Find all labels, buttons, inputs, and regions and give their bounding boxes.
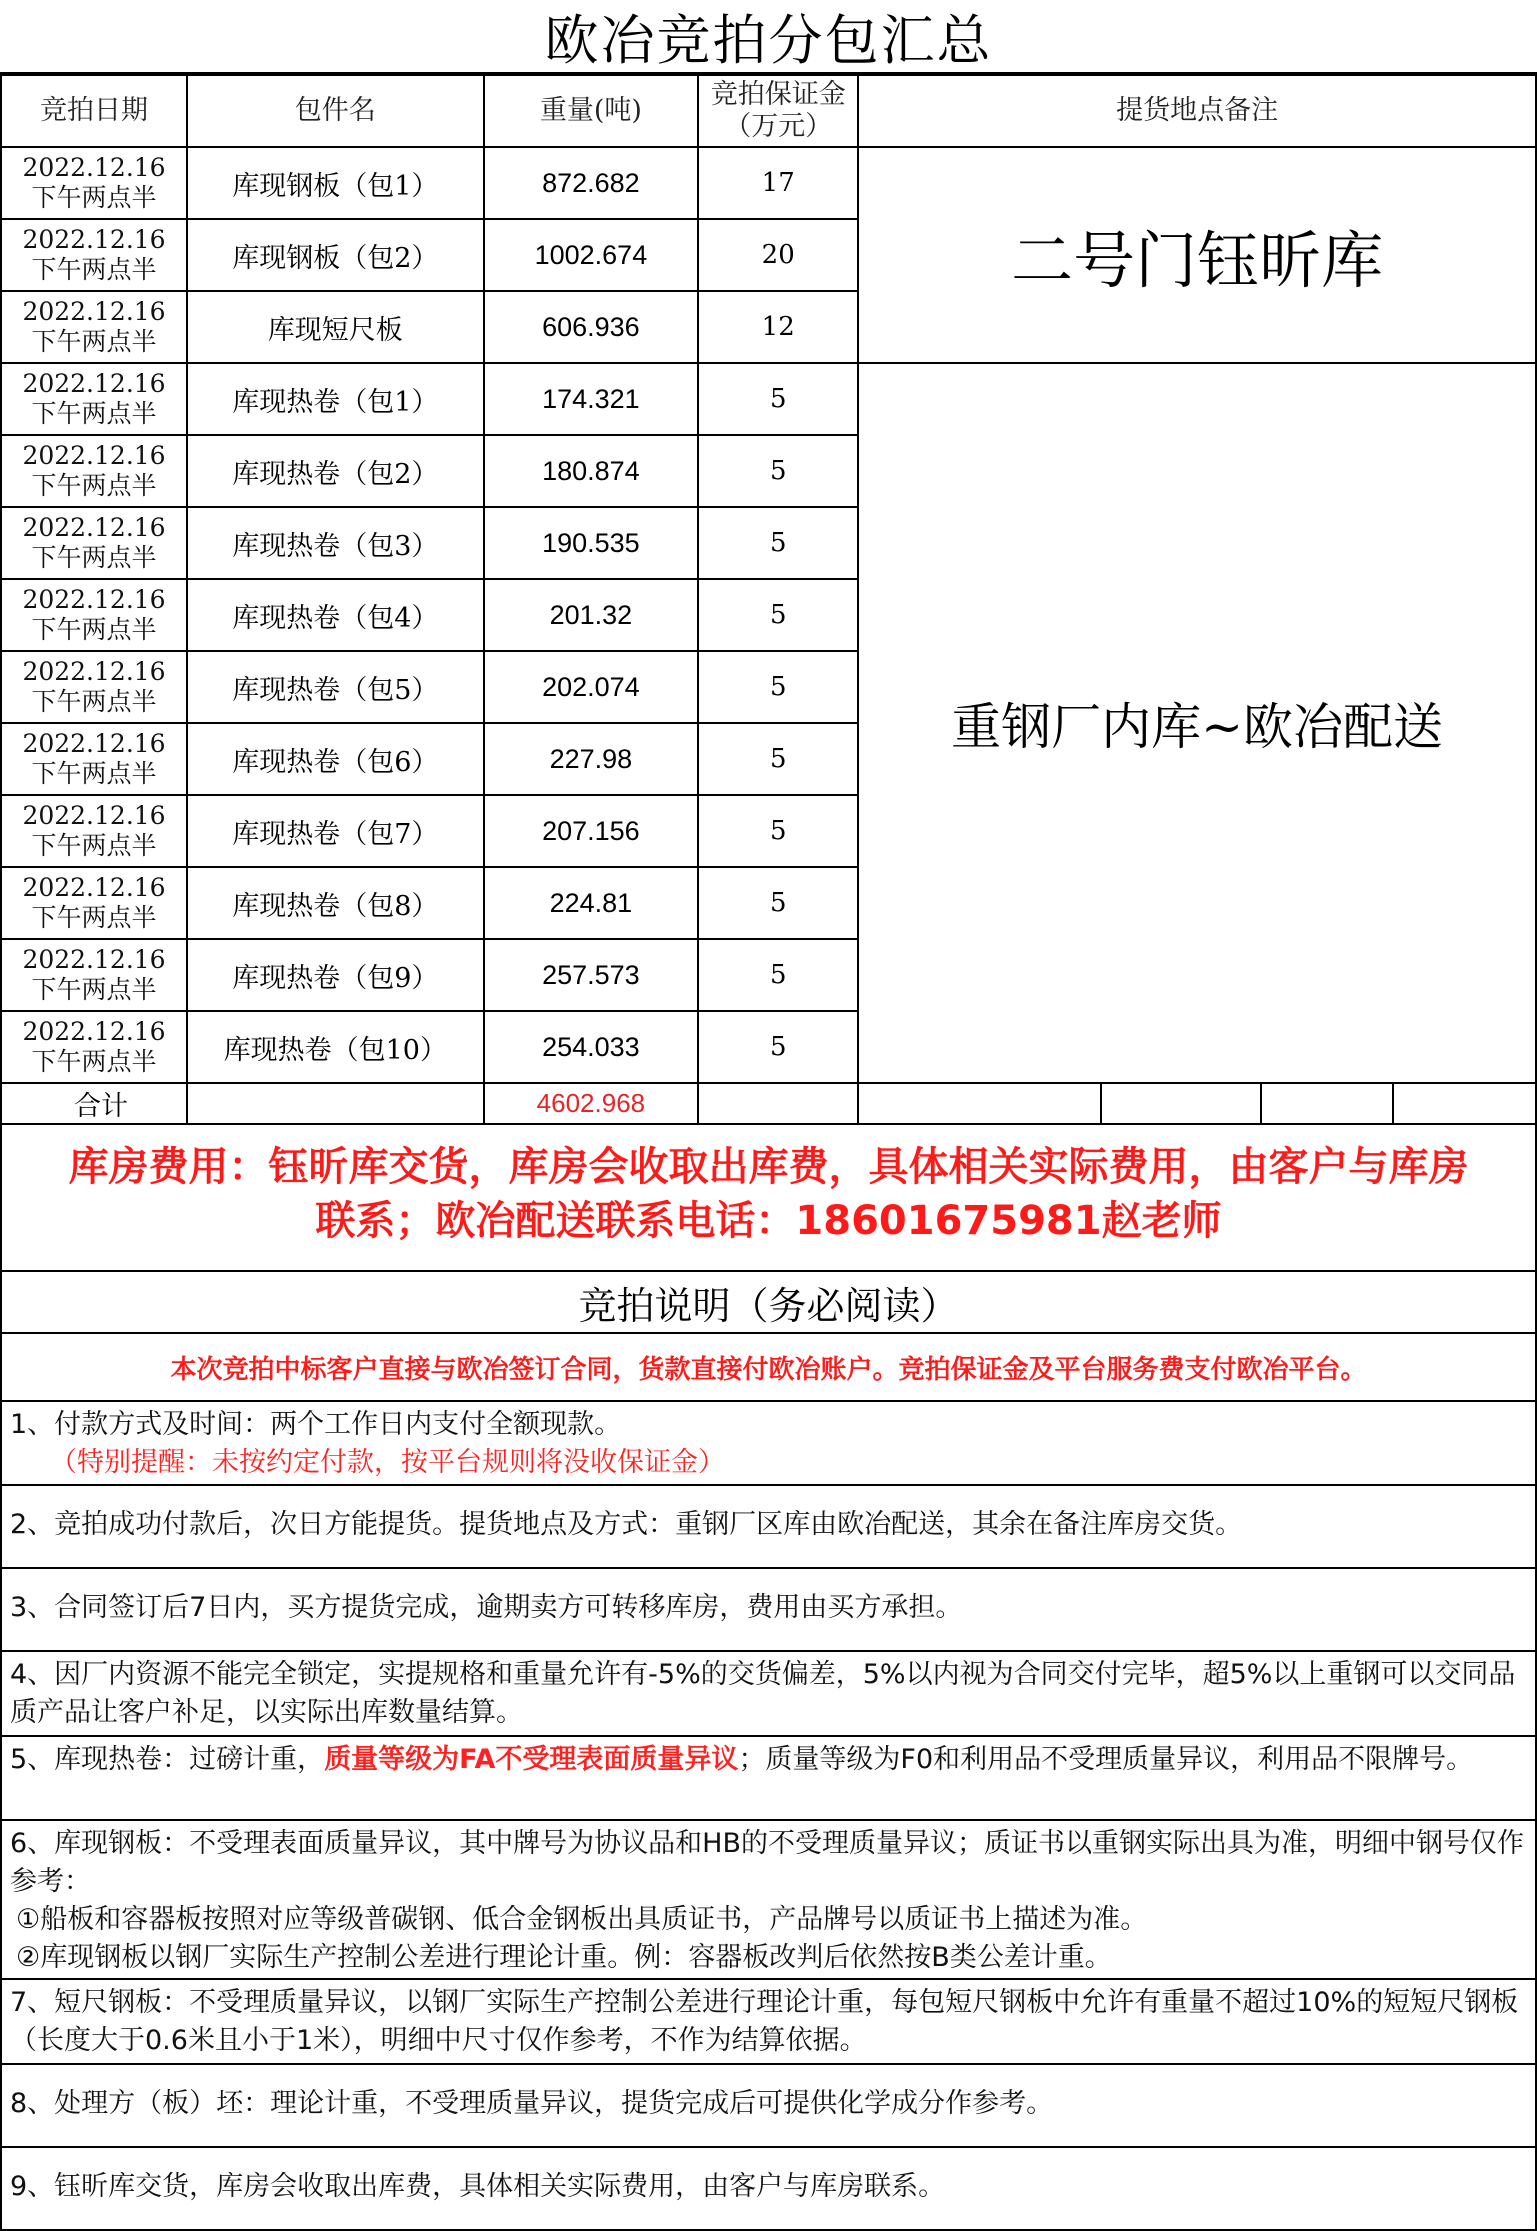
header-name: 包件名: [187, 75, 484, 147]
remark-warehouse-yuxin: 二号门钰昕库: [858, 147, 1536, 363]
row-deposit: 5: [698, 579, 858, 651]
note-2: 2、竞拍成功付款后，次日方能提货。提货地点及方式：重钢厂区库由欧冶配送，其余在备注库房交货。: [0, 1486, 1537, 1569]
row-package-name: 库现热卷（包4）: [187, 579, 484, 651]
row-date-day: 2022.12.16: [22, 225, 166, 254]
row-date-time: 下午两点半: [31, 687, 157, 716]
note-3: 3、合同签订后7日内，买方提货完成，逾期卖方可转移库房，费用由买方承担。: [0, 1569, 1537, 1652]
row-date-time: 下午两点半: [31, 903, 157, 932]
row-deposit: 17: [698, 147, 858, 219]
row-deposit: 5: [698, 723, 858, 795]
row-deposit: 5: [698, 867, 858, 939]
notes-intro: 本次竞拍中标客户直接与欧冶签订合同，货款直接付欧冶账户。竞拍保证金及平台服务费支付欧冶平台。: [0, 1334, 1537, 1402]
row-weight: 872.682: [484, 147, 699, 219]
row-deposit: 5: [698, 939, 858, 1011]
note-5-text-c: ；质量等级为F0和利用品不受理质量异议，利用品不限牌号。: [738, 1744, 1474, 1775]
row-package-name: 库现热卷（包9）: [187, 939, 484, 1011]
row-date: [1, 147, 187, 219]
row-date-time: 下午两点半: [31, 1047, 157, 1076]
row-weight: 174.321: [484, 363, 699, 435]
row-date-time: 下午两点半: [31, 471, 157, 500]
note-1-warning: （特别提醒：未按约定付款，按平台规则将没收保证金）: [50, 1447, 725, 1478]
header-date: 竞拍日期: [1, 75, 187, 147]
row-date-day: 2022.12.16: [22, 513, 166, 542]
table-row: [1, 147, 1536, 219]
note-6-text: 6、库现钢板：不受理表面质量异议，其中牌号为协议品和HB的不受理质量异议；质证书以重钢实际出具为准，明细中钢号仅作参考：: [10, 1828, 1525, 1897]
note-4: 4、因厂内资源不能完全锁定，实提规格和重量允许有-5%的交货偏差，5%以内视为合同交付完毕，超5%以上重钢可以交同品质产品让客户补足，以实际出库数量结算。: [0, 1652, 1537, 1737]
row-package-name: 库现热卷（包5）: [187, 651, 484, 723]
row-package-name: 库现热卷（包8）: [187, 867, 484, 939]
row-date: [1, 435, 187, 507]
fee-notice-line1: 库房费用：钰昕库交货，库房会收取出库费，具体相关实际费用，由客户与库房: [68, 1144, 1469, 1190]
row-date-day: 2022.12.16: [22, 729, 166, 758]
row-deposit: 5: [698, 363, 858, 435]
row-date-time: 下午两点半: [31, 759, 157, 788]
header-deposit: [698, 75, 858, 147]
note-1-text: 1、付款方式及时间：两个工作日内支付全额现款。: [10, 1409, 622, 1440]
row-package-name: 库现热卷（包2）: [187, 435, 484, 507]
header-deposit-line1: 竞拍保证金: [710, 79, 846, 110]
header-deposit-line2: （万元）: [724, 111, 833, 142]
row-date-day: 2022.12.16: [22, 657, 166, 686]
row-weight: 190.535: [484, 507, 699, 579]
row-date-time: 下午两点半: [31, 975, 157, 1004]
table-header-row: [1, 75, 1536, 147]
row-package-name: 库现短尺板: [187, 291, 484, 363]
fee-notice: [0, 1118, 1537, 1272]
row-deposit: 5: [698, 651, 858, 723]
row-date-day: 2022.12.16: [22, 585, 166, 614]
auction-table: [0, 74, 1537, 1125]
row-weight: 201.32: [484, 579, 699, 651]
row-date-time: 下午两点半: [31, 831, 157, 860]
row-date: [1, 291, 187, 363]
row-date: [1, 795, 187, 867]
page-title: 欧冶竞拍分包汇总: [0, 0, 1537, 74]
row-weight: 224.81: [484, 867, 699, 939]
row-deposit: 5: [698, 795, 858, 867]
row-date-day: 2022.12.16: [22, 945, 166, 974]
row-date: [1, 579, 187, 651]
row-package-name: 库现热卷（包1）: [187, 363, 484, 435]
row-package-name: 库现热卷（包3）: [187, 507, 484, 579]
notes-title: 竞拍说明（务必阅读）: [0, 1272, 1537, 1334]
row-date-day: 2022.12.16: [22, 369, 166, 398]
note-7: 7、短尺钢板：不受理质量异议，以钢厂实际生产控制公差进行理论计重，每包短尺钢板中允许有重量不超过10%的短短尺钢板（长度大于0.6米且小于1米），明细中尺寸仅作参考，不作为结算依据。: [0, 1980, 1537, 2065]
row-date: [1, 1011, 187, 1083]
row-date-time: 下午两点半: [31, 543, 157, 572]
note-6-item1: ①船板和容器板按照对应等级普碳钢、低合金钢板出具质证书，产品牌号以质证书上描述为准。: [16, 1904, 1148, 1935]
row-package-name: 库现钢板（包1）: [187, 147, 484, 219]
row-date-time: 下午两点半: [31, 255, 157, 284]
row-date-time: 下午两点半: [31, 183, 157, 212]
row-weight: 207.156: [484, 795, 699, 867]
note-5-text-a: 5、库现热卷：过磅计重，: [10, 1744, 325, 1775]
row-weight: 606.936: [484, 291, 699, 363]
note-8: 8、处理方（板）坯：理论计重，不受理质量异议，提货完成后可提供化学成分作参考。: [0, 2065, 1537, 2148]
note-1: [0, 1402, 1537, 1486]
row-date-day: 2022.12.16: [22, 873, 166, 902]
row-package-name: 库现热卷（包6）: [187, 723, 484, 795]
note-9: 9、钰昕库交货，库房会收取出库费，具体相关实际费用，由客户与库房联系。: [0, 2148, 1537, 2231]
row-date: [1, 939, 187, 1011]
row-date-day: 2022.12.16: [22, 441, 166, 470]
row-date-time: 下午两点半: [31, 615, 157, 644]
row-weight: 227.98: [484, 723, 699, 795]
row-date: [1, 507, 187, 579]
header-weight: 重量(吨): [484, 75, 699, 147]
row-package-name: 库现钢板（包2）: [187, 219, 484, 291]
remark-warehouse-delivery: 重钢厂内库~欧冶配送: [858, 363, 1536, 1083]
row-weight: 257.573: [484, 939, 699, 1011]
fee-notice-line2: 联系；欧冶配送联系电话：18601675981赵老师: [315, 1198, 1222, 1244]
row-deposit: 12: [698, 291, 858, 363]
note-5: [0, 1737, 1537, 1821]
row-package-name: 库现热卷（包7）: [187, 795, 484, 867]
row-weight: 1002.674: [484, 219, 699, 291]
row-weight: 202.074: [484, 651, 699, 723]
row-date: [1, 723, 187, 795]
note-5-highlight: 质量等级为FA不受理表面质量异议: [324, 1744, 739, 1775]
row-date-time: 下午两点半: [31, 327, 157, 356]
row-date-day: 2022.12.16: [22, 1017, 166, 1046]
row-deposit: 5: [698, 435, 858, 507]
row-weight: 180.874: [484, 435, 699, 507]
row-package-name: 库现热卷（包10）: [187, 1011, 484, 1083]
row-deposit: 20: [698, 219, 858, 291]
header-remark: 提货地点备注: [858, 75, 1536, 147]
table-row: [1, 363, 1536, 435]
note-6-item2: ②库现钢板以钢厂实际生产控制公差进行理论计重。例：容器板改判后依然按B类公差计重。: [16, 1942, 1112, 1973]
note-6: [0, 1821, 1537, 1980]
row-deposit: 5: [698, 507, 858, 579]
row-weight: 254.033: [484, 1011, 699, 1083]
row-date: [1, 867, 187, 939]
row-date: [1, 219, 187, 291]
row-date: [1, 651, 187, 723]
row-date-day: 2022.12.16: [22, 297, 166, 326]
row-date-time: 下午两点半: [31, 399, 157, 428]
row-date-day: 2022.12.16: [22, 801, 166, 830]
total-weight: 4602.968: [484, 1083, 699, 1124]
row-date-day: 2022.12.16: [22, 153, 166, 182]
row-date: [1, 363, 187, 435]
row-deposit: 5: [698, 1011, 858, 1083]
total-label: 合计: [1, 1083, 187, 1124]
